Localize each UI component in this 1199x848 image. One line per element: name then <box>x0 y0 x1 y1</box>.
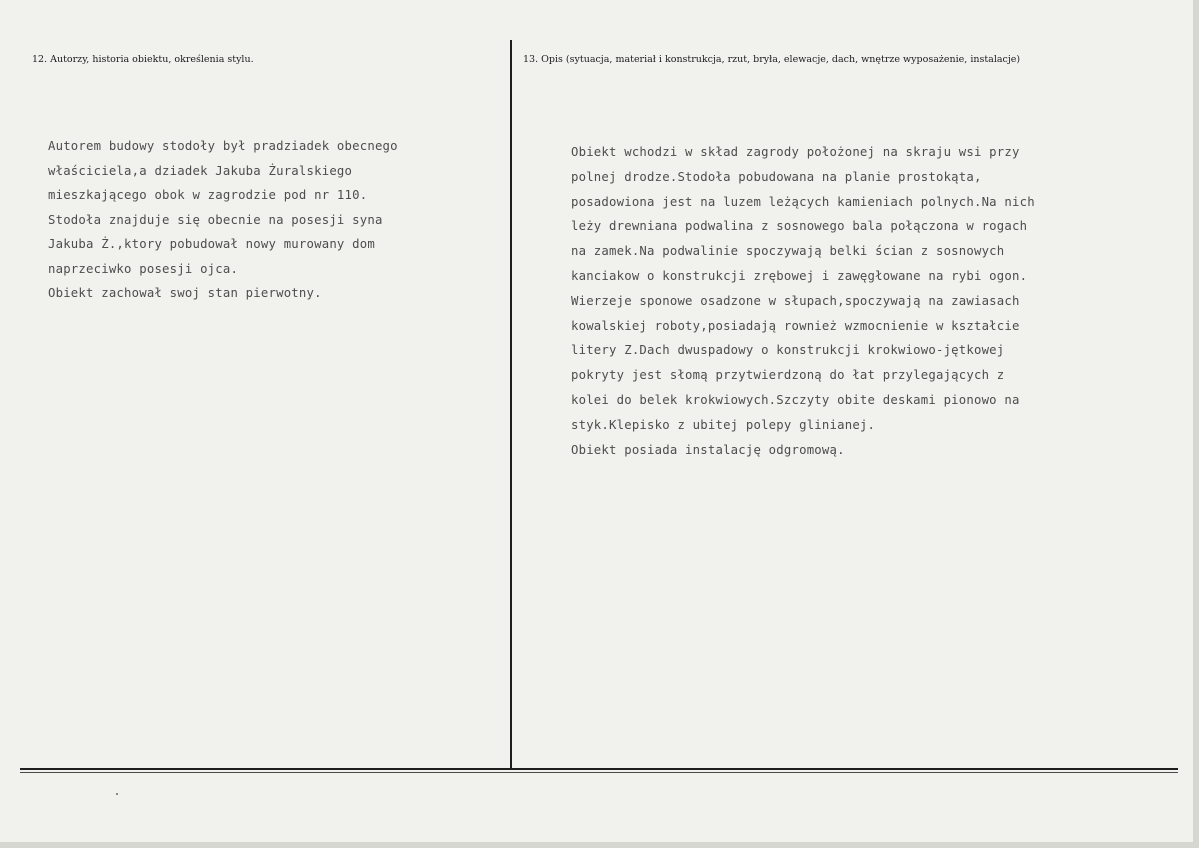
bottom-rule <box>20 768 1178 770</box>
paper-speck <box>116 793 118 795</box>
section-13-text: Obiekt wchodzi w skład zagrody położonej na skraju wsi przy polnej drodze.Stodoła pobudowana na planie prostokąta, posadowiona jest na luzem leżących kamieniach polnych.Na nich leży drewniana podwalina z sosnowego bala połączona w rogach na zamek.Na podwalinie spoczywają belki ścian z sosnowych kanciakow o konstrukcji zrębowej i zawęgłowane na rybi ogon. Wierzeje sponowe osadzone w słupach,spoczywają na zawiasach kowalskiej roboty,posiadają rownież wzmocnienie w kształcie litery Z.Dach dwuspadowy o konstrukcji krokwiowo-jętkowej pokryty jest słomą przytwierdzoną do łat przylegających z kolei do belek krokwiowych.Szczyty obite deskami pionowo na styk.Klepisko z ubitej polepy glinianej. Obiekt posiada instalację odgromową. <box>571 145 1035 457</box>
column-divider <box>510 40 512 768</box>
section-12-text: Autorem budowy stodoły był pradziadek obecnego właściciela,a dziadek Jakuba Żuralskiego mieszkającego obok w zagrodzie pod nr 110. Stodoła znajduje się obecnie na posesji syna Jakuba Ż.,ktory pobudował nowy murowany dom naprzeciwko posesji ojca. Obiekt zachował swoj stan pierwotny. <box>48 139 398 300</box>
section-12-heading: 12. Autorzy, historia obiektu, określenia stylu. <box>32 54 254 65</box>
bottom-rule-thin <box>20 772 1178 773</box>
section-13-heading: 13. Opis (sytuacja, materiał i konstrukcja, rzut, bryła, elewacje, dach, wnętrze wyposażenie, instalacje) <box>523 54 1021 65</box>
